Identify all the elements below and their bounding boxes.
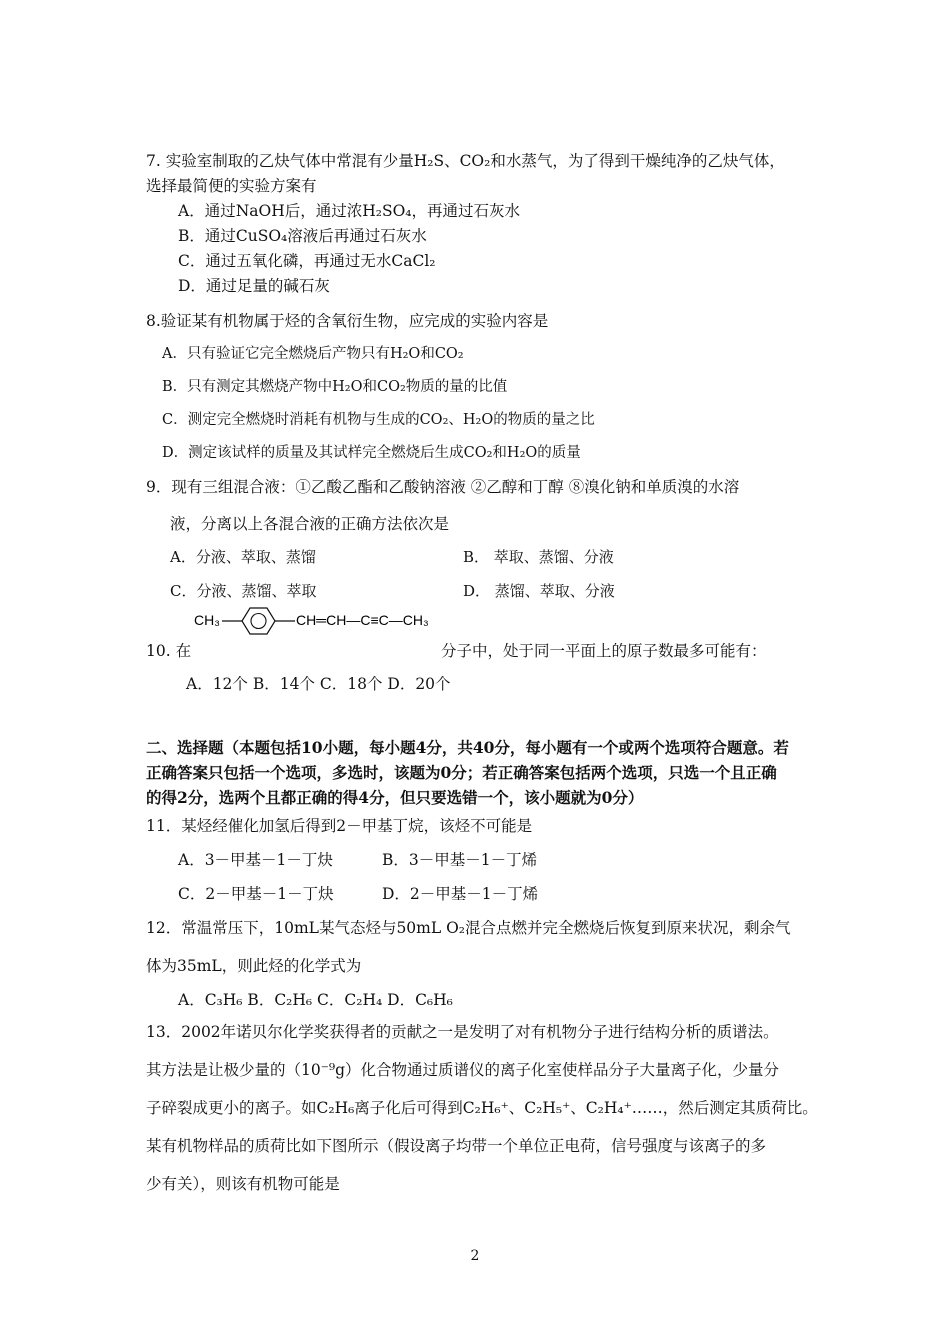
q12-stem-line2: 体为35mL，则此烃的化学式为 [146, 957, 362, 975]
benzene-ring-circle [251, 614, 266, 629]
q13-line5: 少有关），则该有机物可能是 [146, 1175, 340, 1193]
q8-stem: 8.验证某有机物属于烃的含氧衍生物，应完成的实验内容是 [146, 312, 549, 330]
structural-formula [192, 604, 442, 648]
side-chain-label: CH═CH—C≡C—CH₃ [296, 612, 429, 628]
q11-option-b: B．3－甲基－1－丁烯 [382, 851, 538, 869]
q9-option-a: A．分液、萃取、蒸馏 [170, 548, 316, 566]
q9-option-b: B． 萃取、蒸馏、分液 [463, 548, 614, 566]
benzene-ring-diagram [192, 604, 442, 648]
q11-option-d: D．2－甲基－1－丁烯 [382, 885, 539, 903]
q10-options: A．12个 B．14个 C．18个 D．20个 [186, 675, 451, 693]
q8-option-d: D．测定该试样的质量及其试样完全燃烧后生成CO₂和H₂O的质量 [162, 445, 581, 461]
q8-option-a: A．只有验证它完全燃烧后产物只有H₂O和CO₂ [162, 346, 464, 362]
section2-header-line1: 二、选择题（本题包括10小题，每小题4分，共40分，每小题有一个或两个选项符合题意。若 [146, 738, 789, 757]
q11-stem: 11．某烃经催化加氢后得到2－甲基丁烷，该烃不可能是 [146, 817, 533, 835]
q7-stem-line1: 7. 实验室制取的乙炔气体中常混有少量H₂S、CO₂和水蒸气，为了得到干燥纯净的乙炔气体， [146, 152, 785, 170]
page-number: 2 [470, 1248, 480, 1264]
q11-option-a: A．3－甲基－1－丁炔 [178, 851, 333, 869]
q7-option-c: C．通过五氧化磷，再通过无水CaCl₂ [178, 252, 436, 270]
q13-line3: 子碎裂成更小的离子。如C₂H₆离子化后可得到C₂H₆⁺、C₂H₅⁺、C₂H₄⁺……，然后测定其质荷比。 [146, 1099, 818, 1117]
section2-header-line3: 的得2分，选两个且都正确的得4分，但只要选错一个，该小题就为0分） [146, 788, 644, 807]
benzene-ring [242, 608, 275, 634]
q12-stem-line1: 12．常温常压下，10mL某气态烃与50mL O₂混合点燃并完全燃烧后恢复到原来状况，剩余气 [146, 919, 791, 937]
section2-header-line2: 正确答案只包括一个选项，多选时，该题为0分；若正确答案包括两个选项，只选一个且正确 [146, 763, 777, 782]
q10-stem-prefix: 10. 在 [146, 642, 192, 660]
q9-stem-line2: 液，分离以上各混合液的正确方法依次是 [170, 515, 450, 533]
q7-option-b: B．通过CuSO₄溶液后再通过石灰水 [178, 227, 427, 245]
q9-stem-line1: 9．现有三组混合液：①乙酸乙酯和乙酸钠溶液 ②乙醇和丁醇 ⑧溴化钠和单质溴的水溶 [146, 478, 740, 496]
q12-options: A．C₃H₆ B．C₂H₆ C．C₂H₄ D．C₆H₆ [178, 991, 453, 1009]
q8-option-b: B．只有测定其燃烧产物中H₂O和CO₂物质的量的比值 [162, 379, 508, 395]
q8-option-c: C．测定完全燃烧时消耗有机物与生成的CO₂、H₂O的物质的量之比 [162, 412, 595, 428]
q7-option-d: D．通过足量的碱石灰 [178, 277, 330, 295]
q13-line4: 某有机物样品的质荷比如下图所示（假设离子均带一个单位正电荷，信号强度与该离子的多 [146, 1137, 767, 1155]
q13-line2: 其方法是让极少量的（10⁻⁹g）化合物通过质谱仪的离子化室使样品分子大量离子化，少量分 [146, 1061, 780, 1079]
q7-stem-line2: 选择最简便的实验方案有 [146, 177, 317, 195]
q13-line1: 13．2002年诺贝尔化学奖获得者的贡献之一是发明了对有机物分子进行结构分析的质谱法。 [146, 1023, 779, 1041]
q10-stem-suffix: 分子中，处于同一平面上的原子数最多可能有： [441, 642, 767, 660]
q9-option-c: C．分液、蒸馏、萃取 [170, 582, 317, 600]
methyl-group-label: CH₃ [194, 612, 220, 628]
q11-option-c: C．2－甲基－1－丁炔 [178, 885, 334, 903]
q7-option-a: A．通过NaOH后，通过浓H₂SO₄，再通过石灰水 [178, 202, 520, 220]
q9-option-d: D． 蒸馏、萃取、分液 [463, 582, 615, 600]
